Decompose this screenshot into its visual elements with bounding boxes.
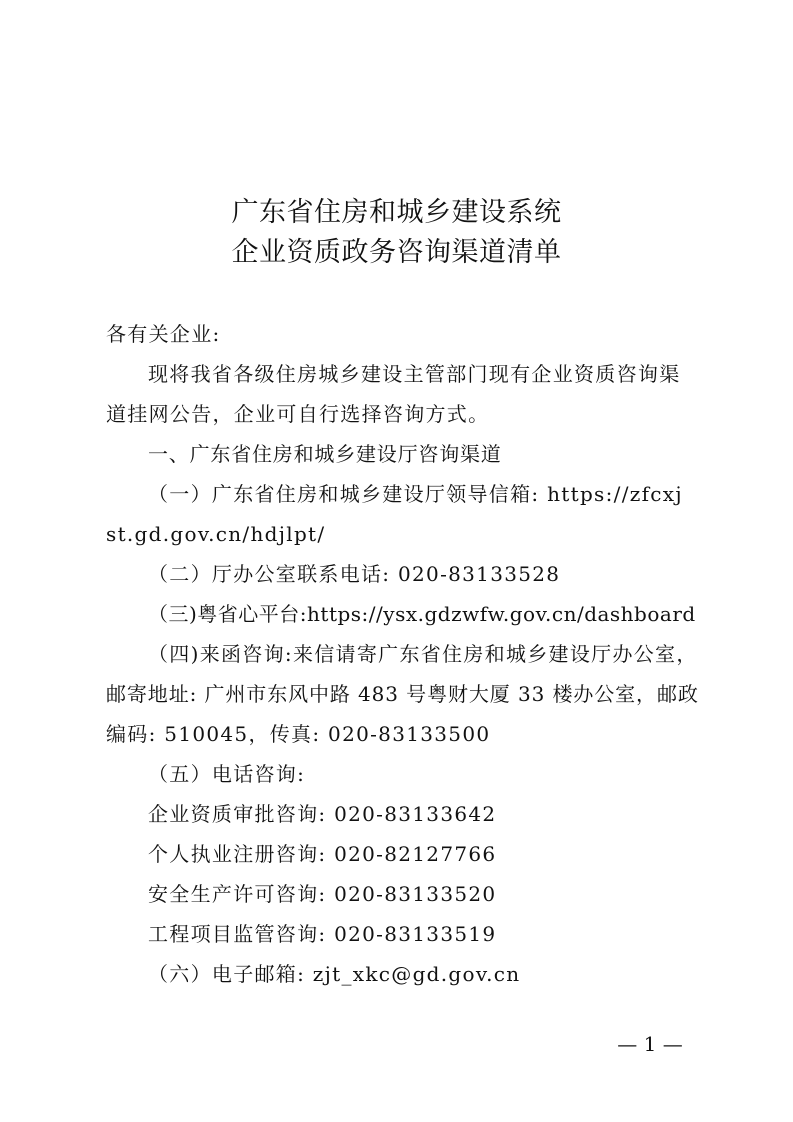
item-mailbox-line-1: （一）广东省住房和城乡建设厅领导信箱: https://zfcxj [148, 482, 683, 506]
document-title-line-2: 企业资质政务咨询渠道清单 [231, 237, 562, 268]
phone-safety-license: 安全生产许可咨询: 020-83133520 [148, 882, 497, 906]
phone-personal-registration: 个人执业注册咨询: 020-82127766 [148, 842, 497, 866]
salutation: 各有关企业: [106, 322, 221, 346]
item-phone-heading: （五）电话咨询: [148, 762, 306, 786]
item-mailbox-line-2: st.gd.gov.cn/hdjlpt/ [106, 522, 326, 546]
intro-paragraph-line-2: 道挂网公告，企业可自行选择咨询方式。 [106, 402, 490, 426]
item-letter-line-1: （四)来函咨询:来信请寄广东省住房和城乡建设厅办公室， [148, 642, 698, 666]
item-email: （六）电子邮箱: zjt_xkc@gd.gov.cn [148, 962, 521, 986]
section-heading: 一、广东省住房和城乡建设厅咨询渠道 [148, 442, 502, 466]
phone-project-supervision: 工程项目监管咨询: 020-83133519 [148, 922, 497, 946]
item-platform: （三)粤省心平台:https://ysx.gdzwfw.gov.cn/dashboard [148, 602, 696, 626]
item-letter-line-2: 邮寄地址: 广州市东风中路 483 号粤财大厦 33 楼办公室，邮政 [106, 682, 699, 706]
page-number: — 1 — [617, 1032, 683, 1056]
phone-qualification: 企业资质审批咨询: 020-83133642 [148, 802, 497, 826]
document-title-line-1: 广东省住房和城乡建设系统 [231, 197, 562, 228]
intro-paragraph-line-1: 现将我省各级住房城乡建设主管部门现有企业资质咨询渠 [148, 362, 681, 386]
item-letter-line-3: 编码: 510045，传真: 020-83133500 [106, 722, 491, 746]
item-office-phone: （二）厅办公室联系电话: 020-83133528 [148, 562, 561, 586]
